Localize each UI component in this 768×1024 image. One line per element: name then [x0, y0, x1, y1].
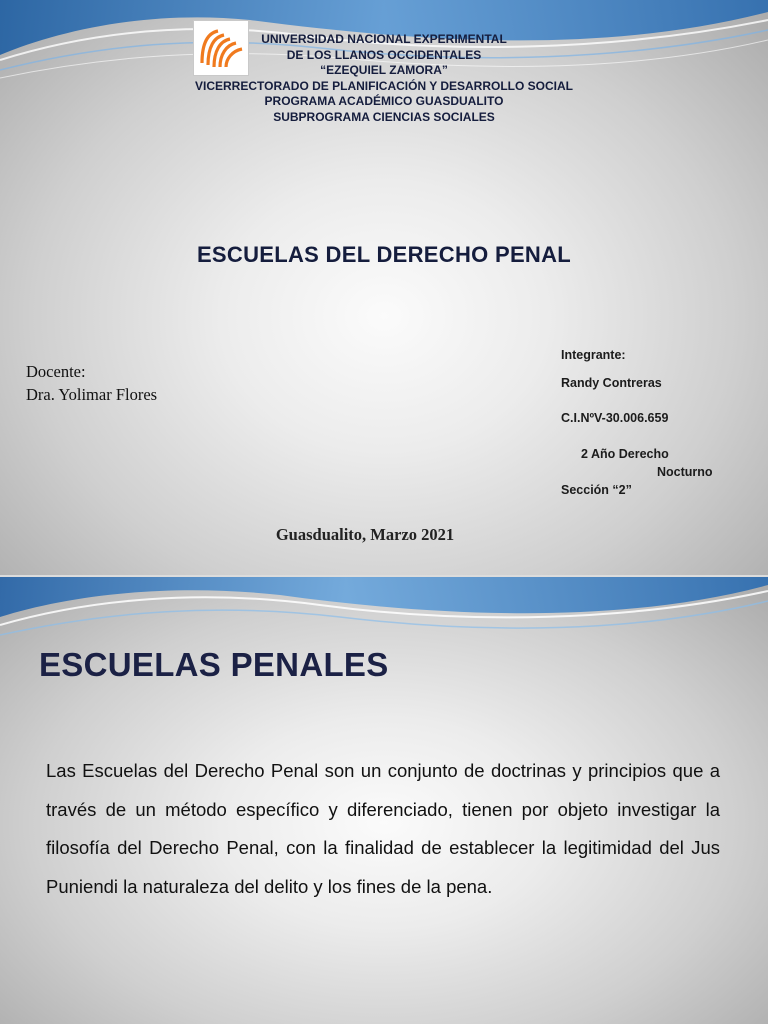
shift: Nocturno [657, 465, 713, 479]
ci-number: C.I.NºV-30.006.659 [561, 411, 669, 425]
docente-block [26, 360, 157, 406]
header-line: VICERRECTORADO DE PLANIFICACIÓN Y DESARROLLO SOCIAL [194, 78, 574, 93]
slide-content [0, 577, 768, 1024]
docente-name: Dra. Yolimar Flores [26, 385, 158, 404]
docente-label: Docente: [26, 362, 86, 381]
year-program: 2 Año Derecho [581, 447, 669, 461]
city-date: Guasdualito, Marzo 2021 [275, 525, 455, 544]
integrante-name: Randy Contreras [561, 376, 662, 390]
body-paragraph: Las Escuelas del Derecho Penal son un conjunto de doctrinas y principios que a través de un método específico y diferenciado, tienen por objeto investigar la filosofía del Derecho Penal, con la finalidad de establecer la legitimidad del Jus Puniendi la naturaleza del delito y los fines de la pena. [46, 760, 720, 897]
institution-header [170, 32, 598, 126]
header-line: UNIVERSIDAD NACIONAL EXPERIMENTAL [261, 32, 507, 46]
header-line: “EZEQUIEL ZAMORA” [320, 63, 448, 78]
slide-title-text: ESCUELAS DEL DERECHO PENAL [196, 242, 572, 267]
header-line: DE LOS LLANOS OCCIDENTALES [286, 47, 482, 62]
section-title: ESCUELAS PENALES [39, 646, 389, 683]
header-line: SUBPROGRAMA CIENCIAS SOCIALES [273, 109, 495, 124]
integrante-label: Integrante: [561, 348, 626, 362]
section: Sección “2” [561, 483, 632, 497]
header-line: PROGRAMA ACADÉMICO GUASDUALITO [264, 94, 504, 109]
